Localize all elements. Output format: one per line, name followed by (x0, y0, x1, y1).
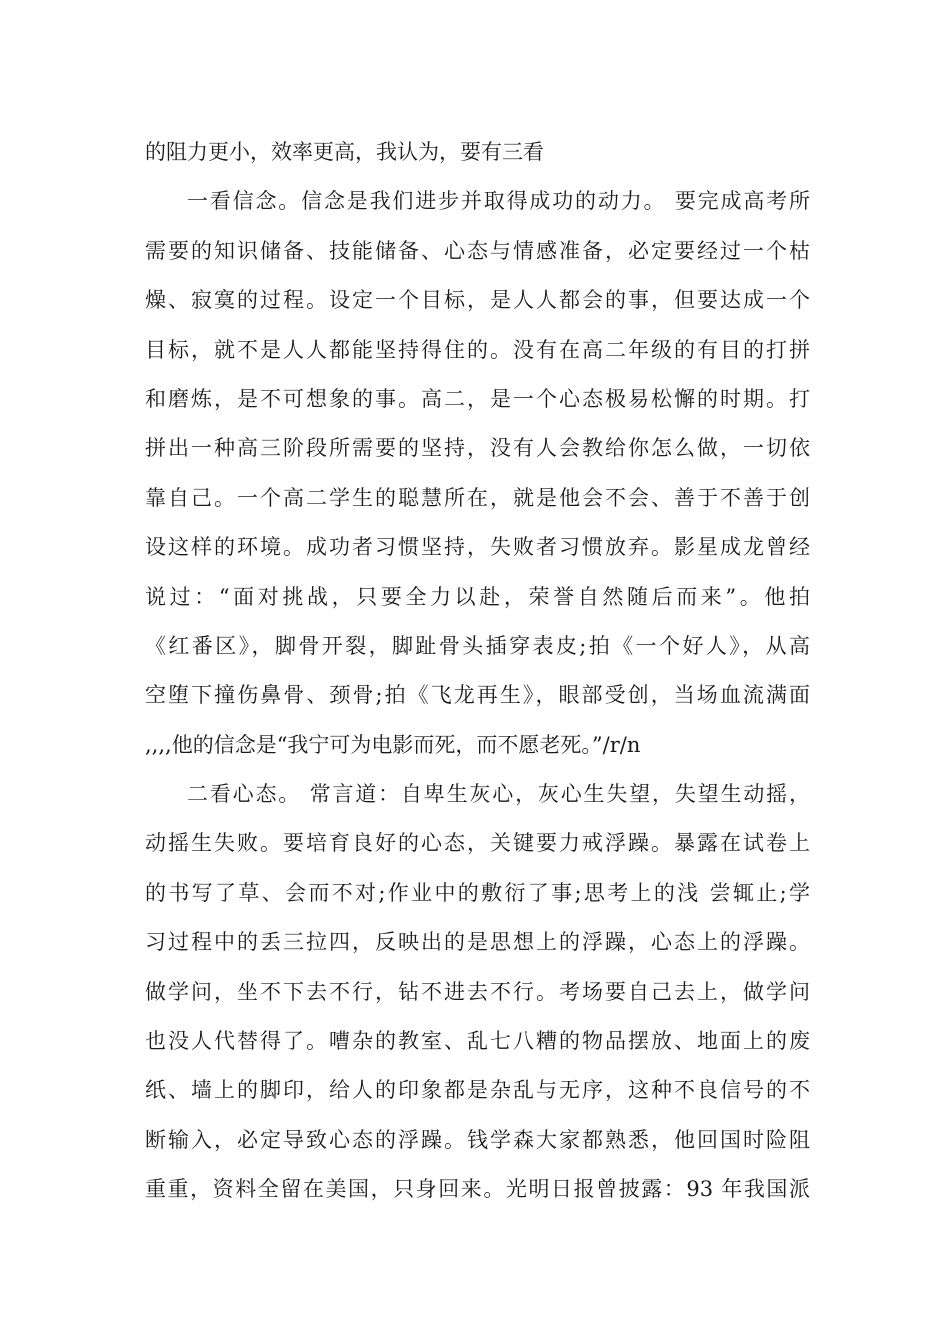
text-line: 习过程中的丢三拉四，反映出的是思想上的浮躁，心态上的浮躁。 (145, 930, 810, 955)
text-line: 需要的知识储备、技能储备、心态与情感准备，必定要经过一个枯 (145, 238, 810, 263)
body-text (145, 130, 810, 1217)
text-line: 二看心态。 常言道：自卑生灰心，灰心生失望，失望生动摇， (187, 782, 810, 807)
text-line: 做学问，坐不下去不行，钻不进去不行。考场要自己去上，做学问 (145, 979, 810, 1004)
text-line: 《红番区》，脚骨开裂，脚趾骨头插穿表皮;拍《一个好人》，从高 (145, 633, 810, 658)
text-line: 和磨炼，是不可想象的事。高二，是一个心态极易松懈的时期。打 (145, 386, 810, 411)
text-line: 也没人代替得了。嘈杂的教室、乱七八糟的物品摆放、地面上的废 (145, 1029, 810, 1054)
text-line: 一看信念。信念是我们进步并取得成功的动力。 要完成高考所 (187, 189, 810, 214)
paragraph-mindset (145, 772, 810, 1217)
text-line: 纸、墙上的脚印，给人的印象都是杂乱与无序，这种不良信号的不 (145, 1078, 810, 1103)
text-line: 动摇生失败。要培育良好的心态，关键要力戒浮躁。暴露在试卷上 (145, 831, 810, 856)
text-line: 燥、寂寞的过程。设定一个目标，是人人都会的事，但要达成一个 (145, 288, 810, 313)
paragraph-belief (145, 179, 810, 772)
text-line: 的书写了草、会而不对;作业中的敷衍了事;思考上的浅 尝辄止;学 (145, 880, 810, 905)
text-line: 的阻力更小，效率更高，我认为，要有三看 (145, 140, 544, 164)
text-line: 拼出一种高三阶段所需要的坚持，没有人会教给你怎么做，一切依 (145, 436, 810, 461)
text-line: 说过：“面对挑战，只要全力以赴，荣誉自然随后而来”。他拍 (145, 584, 810, 609)
text-line: 重重，资料全留在美国，只身回来。光明日报曾披露：93 年我国派 (145, 1177, 810, 1202)
text-line: 目标，就不是人人都能坚持得住的。没有在高二年级的有目的打拼 (145, 337, 810, 362)
paragraph-intro-tail (145, 130, 810, 179)
text-line: 靠自己。一个高二学生的聪慧所在，就是他会不会、善于不善于创 (145, 485, 810, 510)
text-line: 设这样的环境。成功者习惯坚持，失败者习惯放弃。影星成龙曾经 (145, 535, 810, 560)
text-line: ,,,,他的信念是“我宁可为电影而死，而不愿老死。”/r/n (145, 732, 641, 757)
text-line: 空堕下撞伤鼻骨、颈骨;拍《飞龙再生》，眼部受创，当场血流满面 (145, 683, 810, 708)
text-line: 断输入，必定导致心态的浮躁。钱学森大家都熟悉，他回国时险阻 (145, 1127, 810, 1152)
